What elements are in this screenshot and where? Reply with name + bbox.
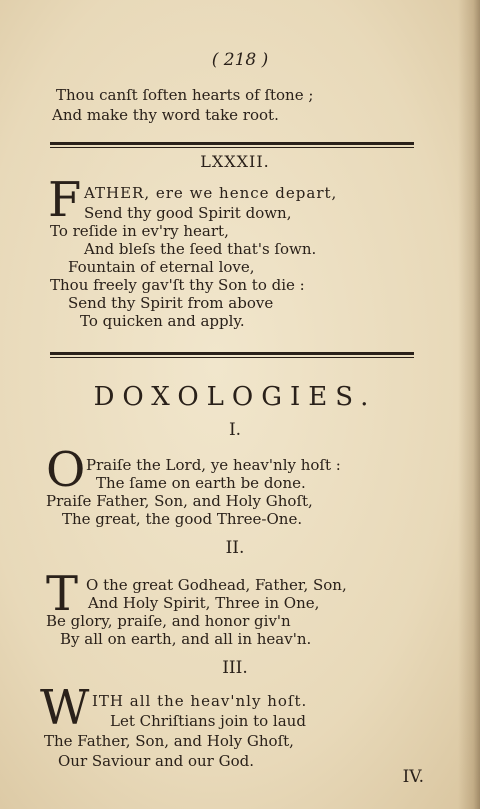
verse-line: ITH all the heav'nly hoſt. [92, 692, 308, 710]
double-rule [50, 352, 414, 355]
verse-line: Let Chriſtians join to laud [110, 712, 306, 730]
drop-cap: T [46, 566, 79, 622]
verse-line: To quicken and apply. [80, 312, 245, 330]
verse-line: Fountain of eternal love, [68, 258, 255, 276]
verse-line: The ſame on earth be done. [96, 474, 306, 492]
verse-line: Send thy good Spirit down, [84, 204, 292, 222]
verse-line: O the great Godhead, Father, Son, [86, 576, 347, 594]
verse-line: And Holy Spirit, Three in One, [88, 594, 320, 612]
verse-line: Praiſe the Lord, ye heav'nly hoſt : [86, 456, 341, 474]
drop-cap: O [46, 442, 86, 498]
verse-line: ATHER, ere we hence depart, [84, 184, 338, 202]
verse-line: And bleſs the ſeed that's ſown. [84, 240, 317, 258]
doxology-numeral: I. [228, 420, 242, 440]
verse-line: Send thy Spirit from above [68, 294, 274, 312]
verse-line: To reſide in ev'ry heart, [50, 222, 229, 240]
verse-line: Be glory, praiſe, and honor giv'n [46, 612, 291, 630]
verse-line: The Father, Son, and Holy Ghoſt, [44, 732, 294, 750]
verse-line: Our Saviour and our God. [58, 752, 255, 770]
verse-line: Praiſe Father, Son, and Holy Ghoſt, [46, 492, 313, 510]
double-rule [50, 142, 414, 145]
doxology-numeral: III. [222, 658, 248, 678]
section-title: DOXOLOGIES. [93, 382, 377, 412]
hymn-number: LXXXII. [200, 152, 270, 171]
doxology-numeral: II. [225, 538, 245, 558]
verse-line: By all on earth, and all in heav'n. [60, 630, 312, 648]
verse-line: And make thy word take root. [52, 106, 279, 124]
verse-line: Thou freely gav'ſt thy Son to die : [50, 276, 305, 294]
catchword: IV. [402, 767, 424, 787]
drop-cap: W [40, 680, 90, 736]
drop-cap: F [48, 172, 82, 228]
verse-line: The great, the good Three-One. [62, 510, 303, 528]
page-number: ( 218 ) [211, 50, 269, 70]
verse-line: Thou canſt ſoften hearts of ſtone ; [56, 86, 314, 104]
